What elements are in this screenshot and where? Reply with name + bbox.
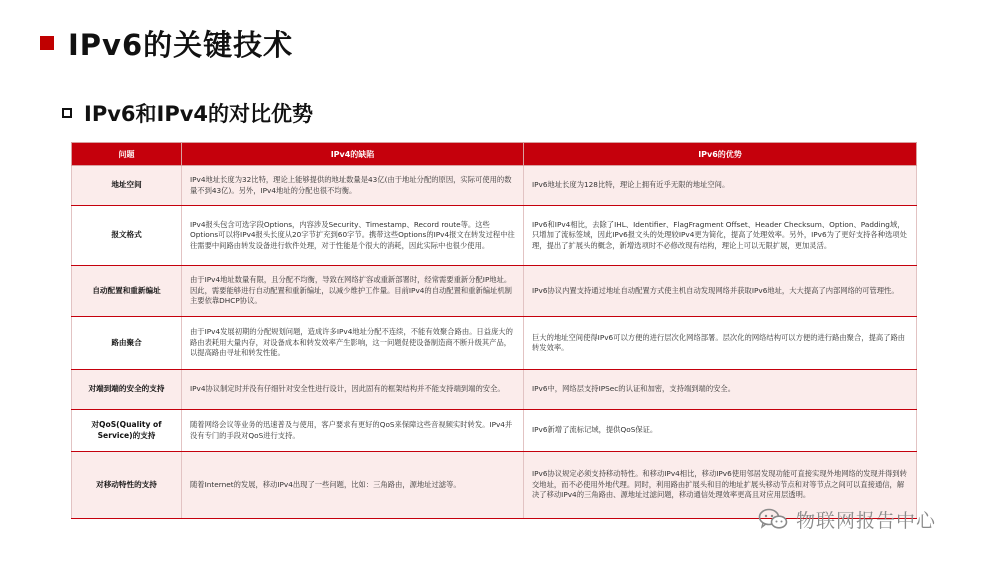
row-topic: 对端到端的安全的支持 bbox=[72, 370, 182, 410]
row-topic: 地址空间 bbox=[72, 166, 182, 206]
table-row bbox=[72, 410, 917, 452]
ipv4-cell: IPv4报头包含可选字段Options，内容涉及Security、Timestamp、Record route等。这些Options可以将IPv4报头长度从20字节扩充到60字节。携带这些Options的IPv4报文在转发过程中往往需要中间路由转发设备进行软件处理，对于性能是个很大的消耗，因此实际中也很少使用。 bbox=[182, 206, 524, 266]
row-topic: 路由聚合 bbox=[72, 317, 182, 370]
title-square-icon bbox=[40, 36, 54, 50]
page-title-bar bbox=[40, 25, 293, 61]
column-header-ipv4: IPv4的缺陷 bbox=[182, 143, 524, 166]
ipv4-cell: IPv4协议制定时并没有仔细针对安全性进行设计，因此固有的框架结构并不能支持端到端的安全。 bbox=[182, 370, 524, 410]
row-topic: 对QoS(Quality of Service)的支持 bbox=[72, 410, 182, 452]
ipv4-cell: 随着网络会议等业务的迅速普及与使用，客户要求有更好的QoS来保障这些音视频实时转发。IPv4并没有专门的手段对QoS进行支持。 bbox=[182, 410, 524, 452]
ipv4-cell: 由于IPv4地址数量有限，且分配不均衡，导致在网络扩容或重新部署时，经常需要重新分配IP地址。因此，需要能够进行自动配置和重新编址，以减少维护工作量。目前IPv4的自动配置和重新编址机制主要依靠DHCP协议。 bbox=[182, 266, 524, 317]
ipv6-cell: 巨大的地址空间使得IPv6可以方便的进行层次化网络部署。层次化的网络结构可以方便的进行路由聚合，提高了路由转发效率。 bbox=[524, 317, 917, 370]
watermark-text: 物联网报告中心 bbox=[796, 509, 937, 532]
table-row bbox=[72, 370, 917, 410]
wechat-icon bbox=[758, 508, 788, 530]
row-topic: 报文格式 bbox=[72, 206, 182, 266]
column-header-ipv6: IPv6的优势 bbox=[524, 143, 917, 166]
ipv6-cell: IPv6中，网络层支持IPSec的认证和加密，支持端到端的安全。 bbox=[524, 370, 917, 410]
ipv6-cell: IPv6新增了流标记域，提供QoS保证。 bbox=[524, 410, 917, 452]
table-row bbox=[72, 266, 917, 317]
hollow-square-bullet-icon bbox=[62, 108, 72, 118]
ipv4-cell: IPv4地址长度为32比特，理论上能够提供的地址数量是43亿(由于地址分配的原因，实际可使用的数量不到43亿)。另外，IPv4地址的分配也很不均衡。 bbox=[182, 166, 524, 206]
ipv6-cell: IPv6协议规定必须支持移动特性。和移动IPv4相比，移动IPv6使用邻居发现功能可直接实现外地网络的发现并得到转交地址，而不必使用外地代理。同时，利用路由扩展头和目的地址扩展头移动节点和对等节点之间可以直接通信，解决了移动IPv4的三角路由、源地址过滤问题，移动通信处理效率更高且对应用层透明。 bbox=[524, 452, 917, 519]
table-row bbox=[72, 166, 917, 206]
row-topic: 对移动特性的支持 bbox=[72, 452, 182, 519]
ipv6-cell: IPv6协议内置支持通过地址自动配置方式使主机自动发现网络并获取IPv6地址，大大提高了内部网络的可管理性。 bbox=[524, 266, 917, 317]
ipv6-cell: IPv6和IPv4相比，去除了IHL、Identifier、FlagFragment Offset、Header Checksum、Option、Padding域，只增加了流标签域，因此IPv6报文头的处理较IPv4更为简化，提高了处理效率。另外，IPv6为了更好支持各种选项处理，提出了扩展头的概念，新增选项时不必修改现有结构，理论上可以无限扩展，更加灵活。 bbox=[524, 206, 917, 266]
row-topic: 自动配置和重新编址 bbox=[72, 266, 182, 317]
table-row bbox=[72, 206, 917, 266]
section-subtitle-bar bbox=[62, 98, 313, 128]
watermark bbox=[758, 506, 936, 532]
ipv6-cell: IPv6地址长度为128比特，理论上拥有近乎无限的地址空间。 bbox=[524, 166, 917, 206]
section-subtitle: IPv6和IPv4的对比优势 bbox=[84, 102, 314, 126]
ipv4-cell: 随着Internet的发展，移动IPv4出现了一些问题，比如：三角路由，源地址过滤等。 bbox=[182, 452, 524, 519]
table-row bbox=[72, 317, 917, 370]
column-header-topic: 问题 bbox=[72, 143, 182, 166]
comparison-table bbox=[71, 142, 917, 519]
ipv4-cell: 由于IPv4发展初期的分配规划问题，造成许多IPv4地址分配不连续，不能有效聚合路由。日益庞大的路由表耗用大量内存，对设备成本和转发效率产生影响，这一问题促使设备制造商不断升级其产品，以提高路由寻址和转发性能。 bbox=[182, 317, 524, 370]
page-title: IPv6的关键技术 bbox=[68, 27, 294, 62]
table-header-row bbox=[72, 143, 917, 166]
